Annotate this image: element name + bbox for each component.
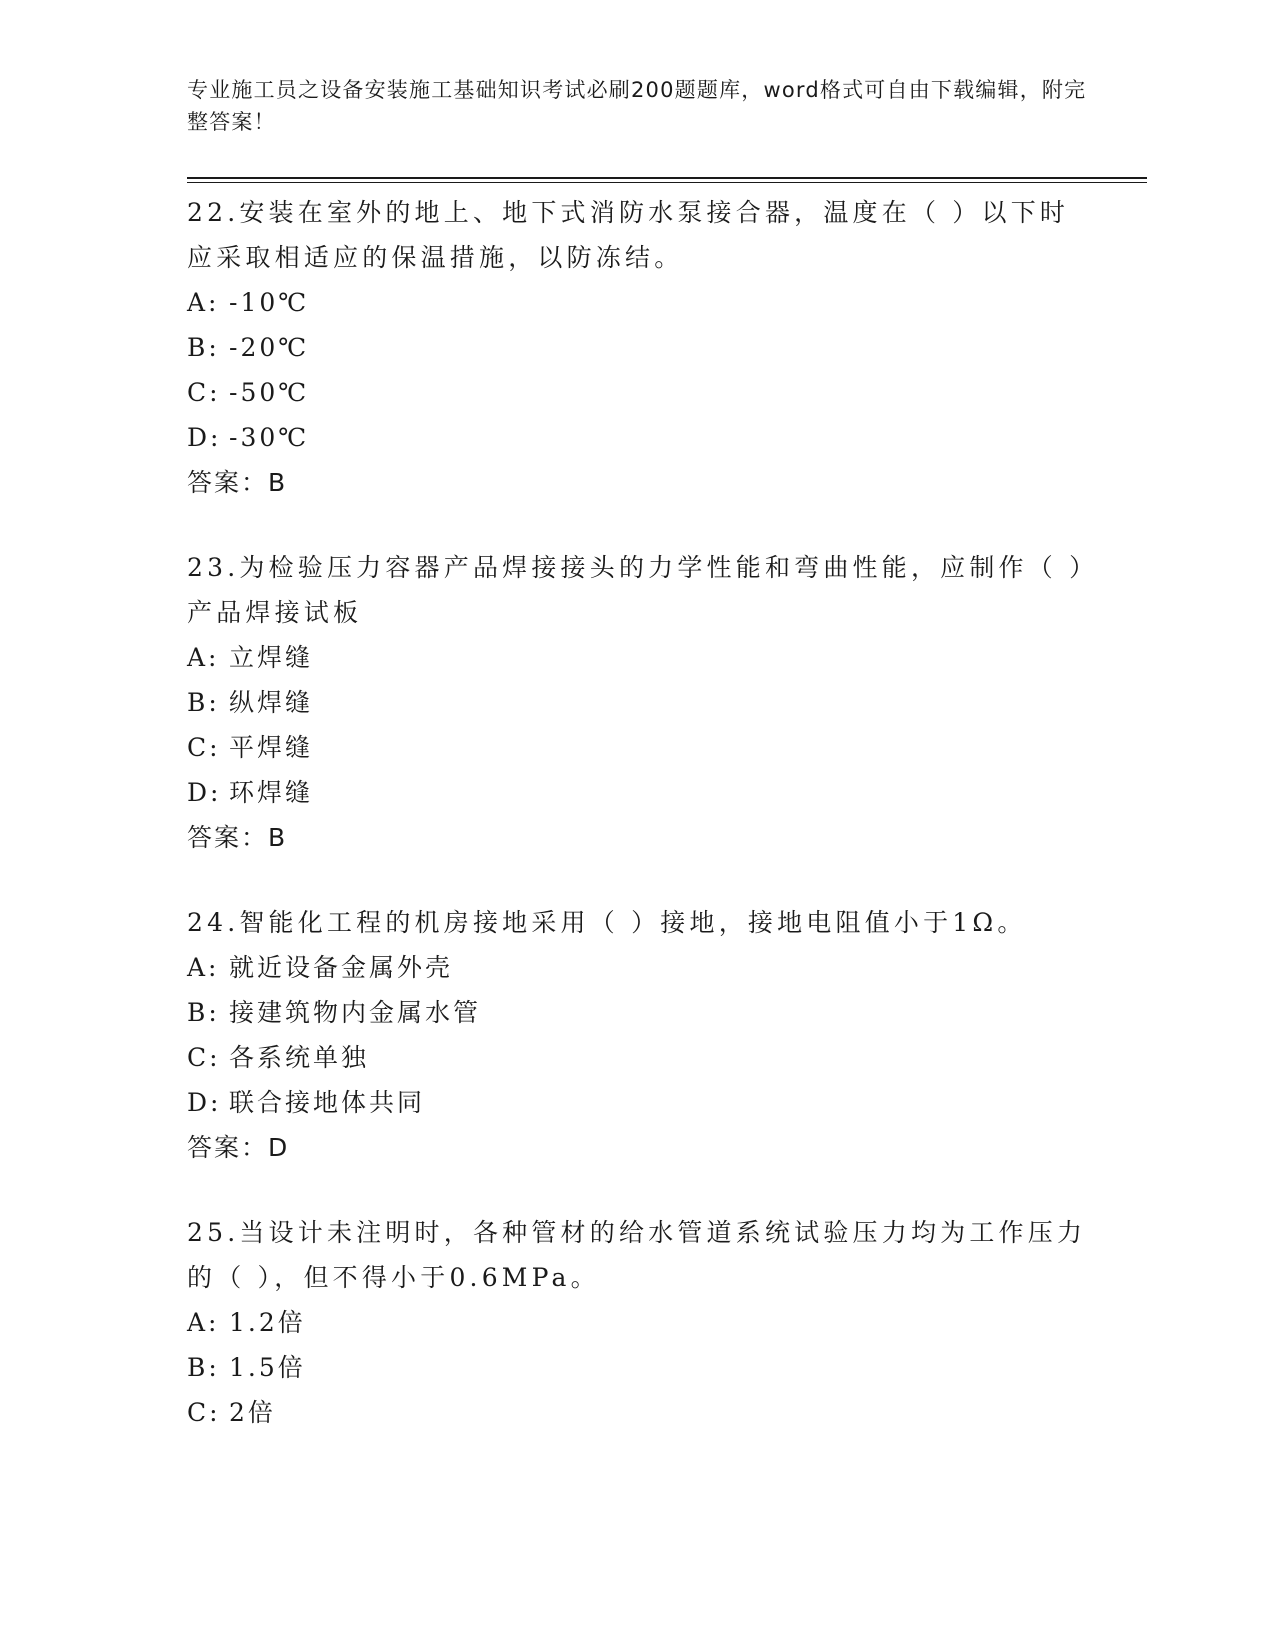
document-header: 专业施工员之设备安装施工基础知识考试必刷200题题库，word格式可自由下载编辑，附完整答案！ — [187, 78, 1087, 134]
option-text: 各系统单独 — [229, 1043, 370, 1072]
header-divider-thick — [187, 177, 1147, 179]
question-25 — [187, 1210, 1087, 1435]
option-key: D: — [187, 778, 222, 807]
option-a — [187, 1300, 1087, 1345]
option-text: 联合接地体共同 — [229, 1088, 426, 1117]
option-text: -50℃ — [229, 378, 310, 407]
option-key: B: — [187, 998, 220, 1027]
option-d — [187, 415, 1087, 460]
option-a — [187, 945, 1087, 990]
option-text: 平焊缝 — [229, 733, 314, 762]
question-list — [187, 190, 1087, 1475]
option-b — [187, 680, 1087, 725]
option-key: A: — [187, 1308, 220, 1337]
answer-line: 答案：D — [187, 1133, 290, 1162]
option-key: B: — [187, 688, 220, 717]
option-text: 就近设备金属外壳 — [229, 953, 454, 982]
question-text: 22.安装在室外的地上、地下式消防水泵接合器，温度在（ ）以下时应采取相适应的保温措施，以防冻结。 — [187, 198, 1070, 272]
question-text: 24.智能化工程的机房接地采用（ ）接地，接地电阻值小于1Ω。 — [187, 908, 1027, 937]
question-22 — [187, 190, 1087, 505]
option-key: A: — [187, 953, 220, 982]
option-key: D: — [187, 423, 222, 452]
option-key: C: — [187, 1043, 221, 1072]
option-text: 2倍 — [229, 1398, 276, 1427]
option-text: 1.5倍 — [229, 1353, 306, 1382]
option-key: A: — [187, 288, 220, 317]
option-text: 1.2倍 — [229, 1308, 306, 1337]
option-c — [187, 1035, 1087, 1080]
option-b — [187, 990, 1087, 1035]
option-key: A: — [187, 643, 220, 672]
option-d — [187, 1080, 1087, 1125]
option-a — [187, 635, 1087, 680]
option-key: B: — [187, 1353, 220, 1382]
option-c — [187, 725, 1087, 770]
option-a — [187, 280, 1087, 325]
option-d — [187, 770, 1087, 815]
question-text: 25.当设计未注明时，各种管材的给水管道系统试验压力均为工作压力的（ ），但不得小于0.6MPa。 — [187, 1218, 1087, 1292]
header-divider-thin — [187, 182, 1147, 183]
option-c — [187, 370, 1087, 415]
option-text: 立焊缝 — [229, 643, 314, 672]
option-b — [187, 1345, 1087, 1390]
option-text: 环焊缝 — [229, 778, 314, 807]
option-text: -30℃ — [229, 423, 310, 452]
option-text: -20℃ — [229, 333, 310, 362]
option-text: 接建筑物内金属水管 — [229, 998, 482, 1027]
answer-line: 答案：B — [187, 468, 288, 497]
option-key: C: — [187, 1398, 221, 1427]
question-24 — [187, 900, 1087, 1170]
option-key: C: — [187, 378, 221, 407]
option-c — [187, 1390, 1087, 1435]
option-b — [187, 325, 1087, 370]
option-text: 纵焊缝 — [229, 688, 314, 717]
question-text: 23.为检验压力容器产品焊接接头的力学性能和弯曲性能，应制作（ ）产品焊接试板 — [187, 553, 1086, 627]
option-key: B: — [187, 333, 220, 362]
option-text: -10℃ — [229, 288, 310, 317]
question-23 — [187, 545, 1087, 860]
option-key: C: — [187, 733, 221, 762]
answer-line: 答案：B — [187, 823, 288, 852]
option-key: D: — [187, 1088, 222, 1117]
